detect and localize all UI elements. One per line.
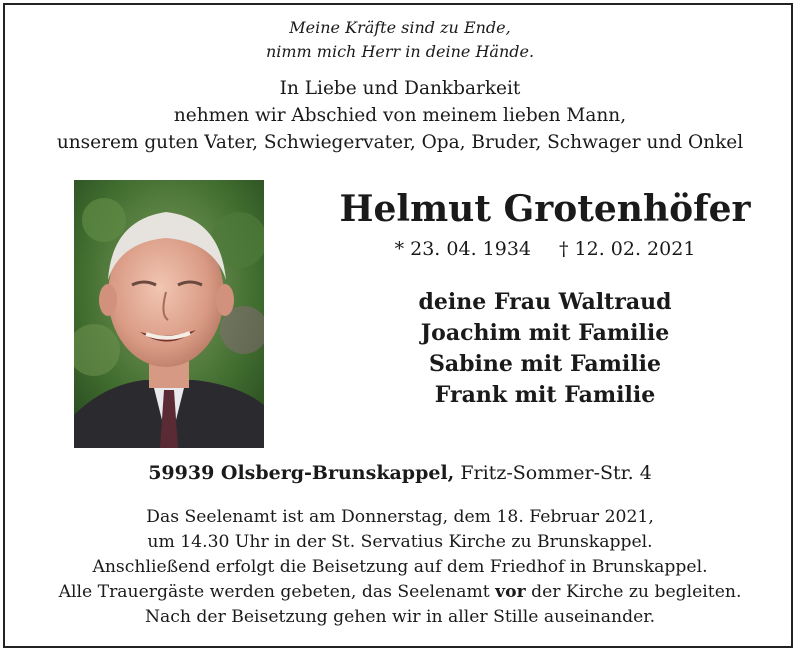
notice-line: Nach der Beisetzung gehen wir in aller Stille auseinander. <box>144 607 656 627</box>
intro-line: nehmen wir Abschied von meinem lieben Mann, <box>173 105 627 126</box>
address <box>0 459 800 487</box>
address-city: 59939 Olsberg-Brunskappel, <box>148 462 455 484</box>
portrait-photo <box>74 180 264 448</box>
intro-line: unserem guten Vater, Schwiegervater, Opa, Bruder, Schwager und Onkel <box>56 132 744 153</box>
birth-date: * 23. 04. 1934 <box>394 238 531 260</box>
intro-line: In Liebe und Dankbarkeit <box>279 78 521 99</box>
notice-line <box>0 580 800 605</box>
notice-text: der Kirche zu begleiten. <box>525 582 742 602</box>
intro-text <box>0 75 800 156</box>
life-dates <box>290 235 800 263</box>
survivor-item: Joachim mit Familie <box>420 320 670 346</box>
survivor-item: Frank mit Familie <box>434 382 656 408</box>
survivors-list <box>290 287 800 411</box>
verse-line: nimm mich Herr in deine Hände. <box>265 42 535 61</box>
notice-line: Anschließend erfolgt die Beisetzung auf dem Friedhof in Brunskappel. <box>92 557 708 577</box>
deceased-name: Helmut Grotenhöfer <box>339 188 751 230</box>
verse-line: Meine Kräfte sind zu Ende, <box>289 18 511 37</box>
service-notice <box>0 505 800 630</box>
notice-line: um 14.30 Uhr in der St. Servatius Kirche zu Brunskappel. <box>147 532 653 552</box>
death-date: † 12. 02. 2021 <box>559 238 696 260</box>
address-street: Fritz-Sommer-Str. 4 <box>460 462 652 484</box>
notice-line: Das Seelenamt ist am Donnerstag, dem 18. Februar 2021, <box>146 507 654 527</box>
survivor-item: Sabine mit Familie <box>428 351 661 377</box>
verse <box>0 16 800 64</box>
survivor-item: deine Frau Waltraud <box>418 289 672 315</box>
notice-emphasis: vor <box>495 582 526 602</box>
notice-text: Alle Trauergäste werden gebeten, das Seelenamt <box>58 582 496 602</box>
